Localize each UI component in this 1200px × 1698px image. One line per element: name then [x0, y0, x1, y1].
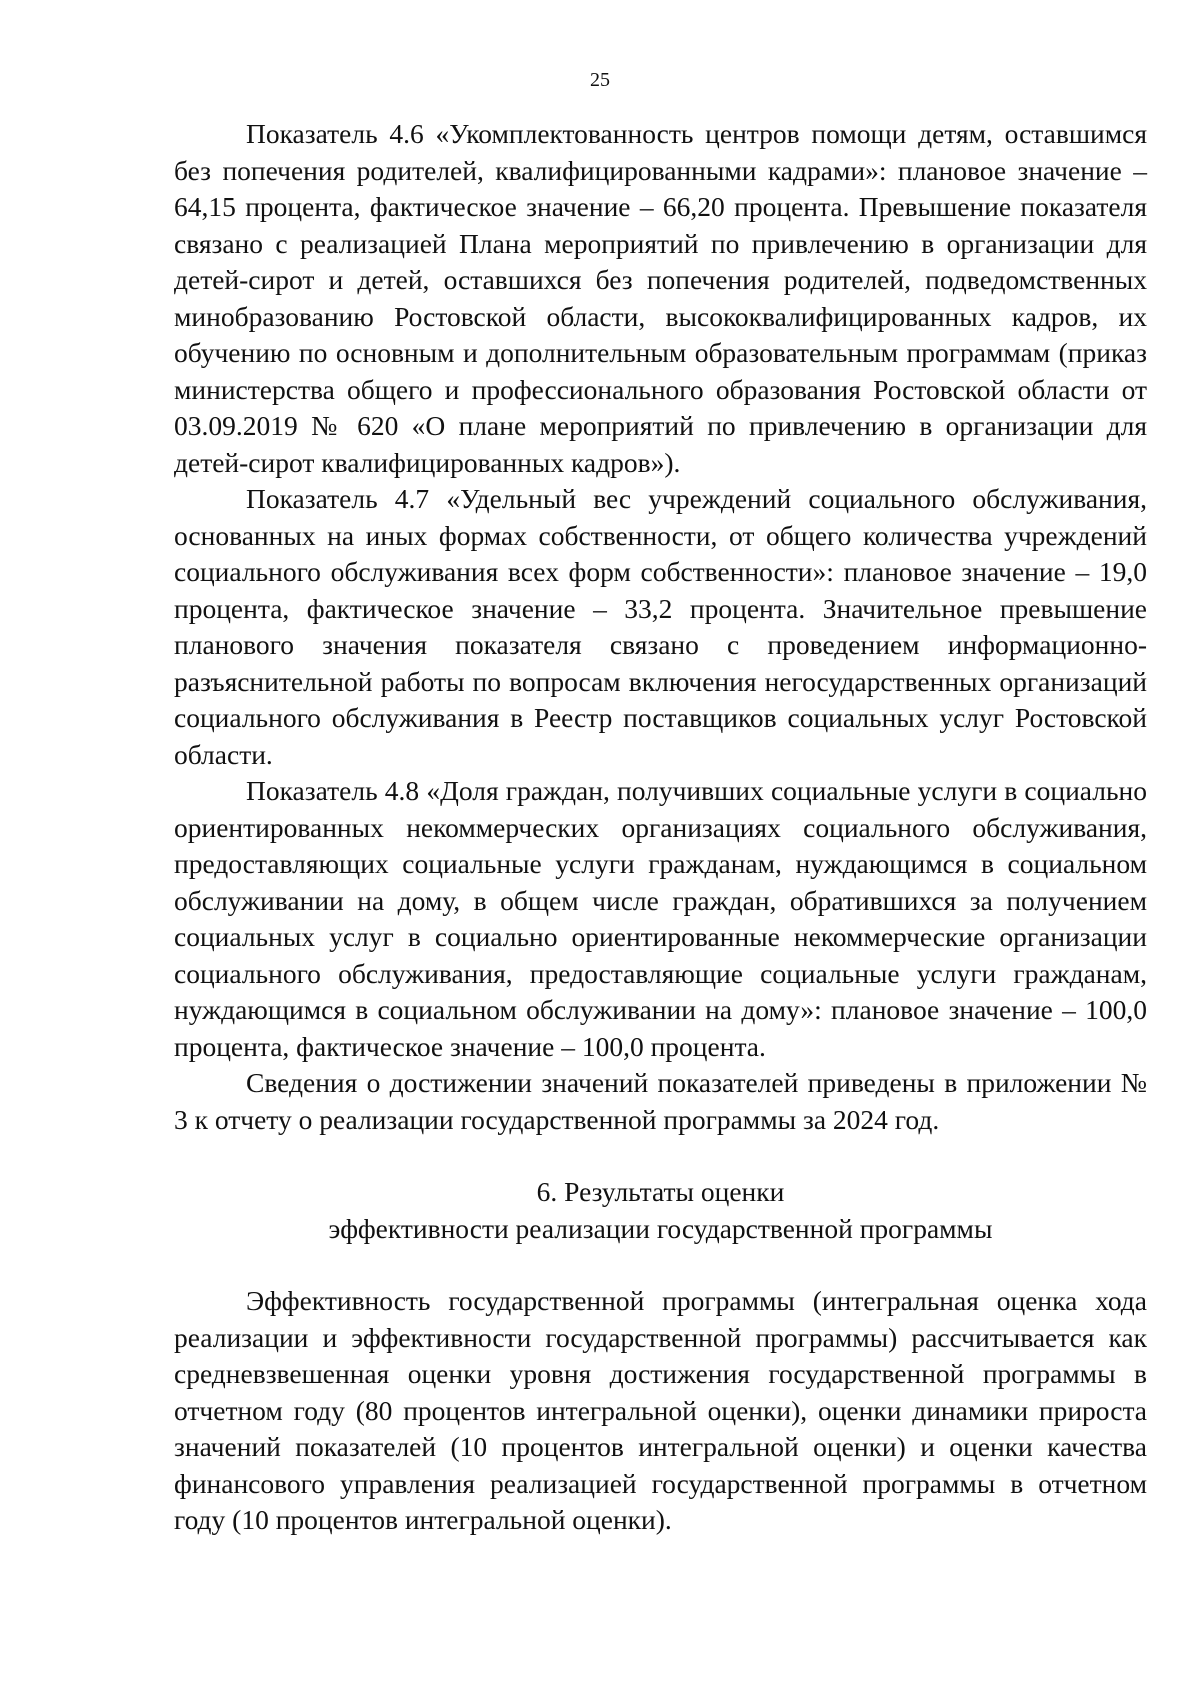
- paragraph-indicator-4-8: Показатель 4.8 «Доля граждан, получивших социальные услуги в социально ориентированных некоммерческих организациях социального обслуживания, предоставляющих социальные услуги гражданам, нуждающимся в социальном обслуживании на дому, в общем числе граждан, обратившихся за получением социальных услуг в социально ориентированные некоммерческие организации социального обслуживания, предоставляющие социальные услуги гражданам, нуждающимся в социальном обслуживании на дому»: плановое значение – 100,0 процента, фактическое значение – 100,0 процента.: [174, 775, 1147, 1062]
- document-body: [174, 116, 1147, 1539]
- section-title-line-1: 6. Результаты оценки: [536, 1176, 785, 1207]
- paragraph-indicator-summary: Сведения о достижении значений показателей приведены в приложении № 3 к отчету о реализации государственной программы за 2024 год.: [174, 1067, 1147, 1135]
- paragraph-indicator-4-7: Показатель 4.7 «Удельный вес учреждений социального обслуживания, основанных на иных формах собственности, от общего количества учреждений социального обслуживания всех форм собственности»: плановое значение – 19,0 процента, фактическое значение – 33,2 процента. Значительное превышение планового значения показателя связано с проведением информационно-разъяснительной работы по вопросам включения негосударственных организаций социального обслуживания в Реестр поставщиков социальных услуг Ростовской области.: [174, 483, 1147, 770]
- paragraph-indicator-4-6: Показатель 4.6 «Укомплектованность центров помощи детям, оставшимся без попечения родителей, квалифицированными кадрами»: плановое значение – 64,15 процента, фактическое значение – 66,20 процента. Превышение показателя связано с реализацией Плана мероприятий по привлечению в организации для детей-сирот и детей, оставшихся без попечения родителей, подведомственных минобразованию Ростовской области, высококвалифицированных кадров, их обучению по основным и дополнительным образовательным программам (приказ министерства общего и профессионального образования Ростовской области от 03.09.2019 № 620 «О плане мероприятий по привлечению в организации для детей-сирот квалифицированных кадров»).: [174, 118, 1147, 478]
- paragraph-effectiveness: Эффективность государственной программы (интегральная оценка хода реализации и эффективности государственной программы) рассчитывается как средневзвешенная оценки уровня достижения государственной программы в отчетном году (80 процентов интегральной оценки), оценки динамики прироста значений показателей (10 процентов интегральной оценки) и оценки качества финансового управления реализацией государственной программы в отчетном году (10 процентов интегральной оценки).: [174, 1285, 1147, 1535]
- section-heading: [174, 1174, 1147, 1247]
- page-number: 25: [590, 69, 610, 91]
- section-title-line-2: эффективности реализации государственной программы: [328, 1212, 993, 1244]
